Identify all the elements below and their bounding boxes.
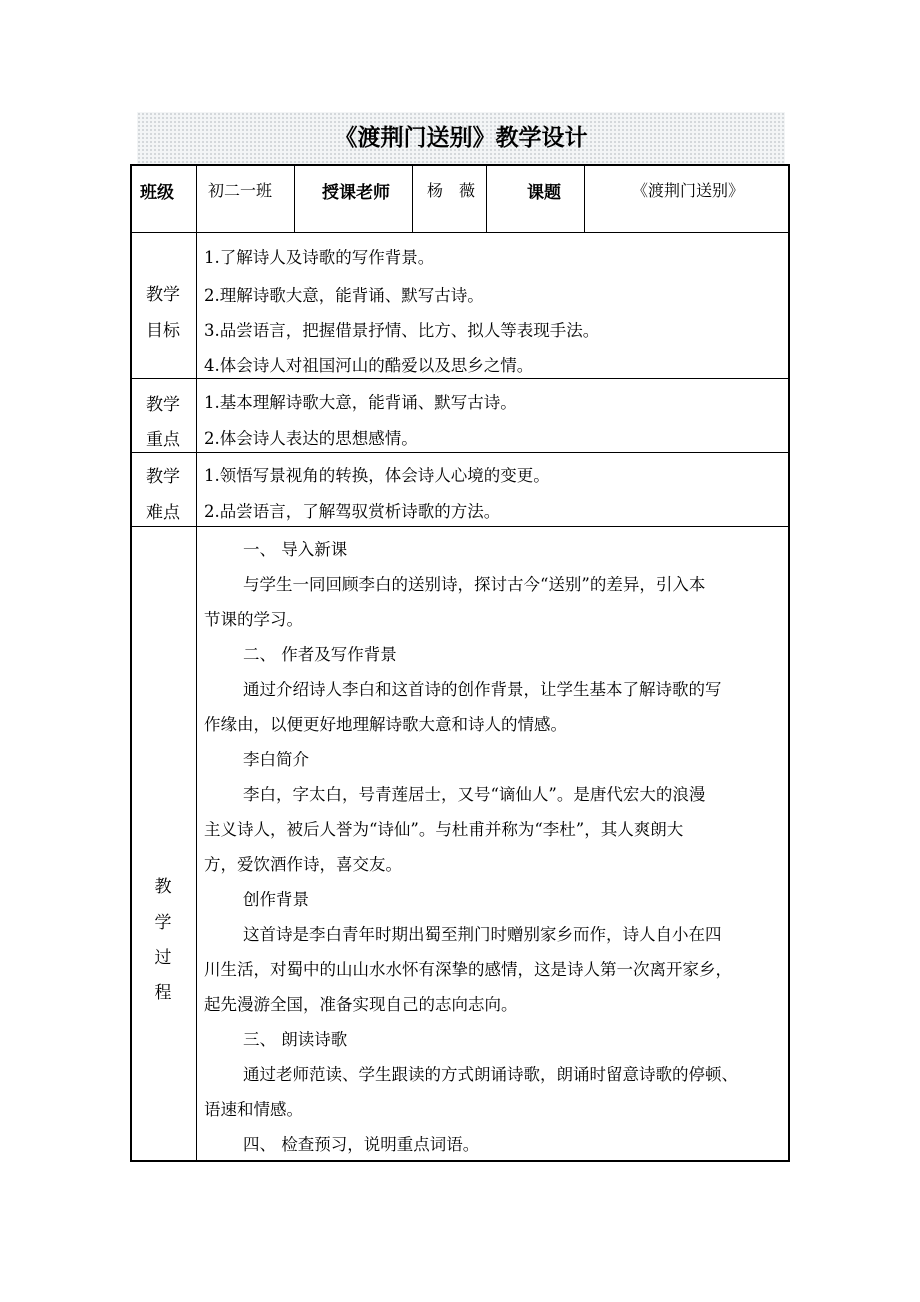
- teacher-label: 授课老师: [322, 183, 390, 203]
- section-heading: 三、 朗读诗歌: [243, 1030, 348, 1049]
- key-point-item: 2.体会诗人表达的思想感情。: [204, 429, 418, 448]
- class-value: 初二一班: [208, 181, 273, 200]
- column-divider: [294, 164, 295, 232]
- row-divider: [130, 526, 790, 527]
- process-paragraph-line: 与学生一同回顾李白的送别诗，探讨古今“送别”的差异，引入本: [243, 575, 706, 594]
- teacher-value: 杨 薇: [427, 181, 476, 200]
- section-heading: 一、 导入新课: [243, 540, 348, 559]
- process-paragraph-line: 作缘由，以便更好地理解诗歌大意和诗人的情感。: [204, 715, 567, 734]
- section-heading: 四、 检查预习，说明重点词语。: [243, 1135, 480, 1154]
- row-divider: [130, 378, 790, 379]
- column-divider: [486, 164, 487, 232]
- process-paragraph-line: 通过老师范读、学生跟读的方式朗诵诗歌，朗诵时留意诗歌的停顿、: [243, 1065, 738, 1084]
- row-divider: [130, 452, 790, 453]
- process-paragraph-line: 这首诗是李白青年时期出蜀至荆门时赠别家乡而作，诗人自小在四: [243, 925, 722, 944]
- process-paragraph-line: 起先漫游全国，准备实现自己的志向志向。: [204, 995, 518, 1014]
- objective-item: 1.了解诗人及诗歌的写作背景。: [204, 248, 435, 267]
- row-divider: [130, 232, 790, 233]
- process-paragraph-line: 川生活，对蜀中的山山水水怀有深挚的感情，这是诗人第一次离开家乡，: [204, 960, 732, 979]
- key-point-item: 1.基本理解诗歌大意，能背诵、默写古诗。: [204, 393, 517, 412]
- subsection-heading: 创作背景: [243, 890, 309, 909]
- process-label-char: 过: [154, 948, 172, 968]
- difficulty-item: 1.领悟写景视角的转换，体会诗人心境的变更。: [204, 466, 550, 485]
- objective-item: 3.品尝语言，把握借景抒情、比方、拟人等表现手法。: [204, 321, 600, 340]
- objective-item: 2.理解诗歌大意，能背诵、默写古诗。: [204, 286, 484, 305]
- topic-label: 课题: [527, 183, 561, 203]
- objectives-label-line2: 目标: [146, 321, 180, 341]
- class-label: 班级: [140, 183, 174, 203]
- document-title: 《渡荆门送别》教学设计: [334, 125, 588, 151]
- objectives-label-line1: 教学: [146, 285, 180, 305]
- subsection-heading: 李白简介: [243, 750, 309, 769]
- process-label-char: 程: [154, 983, 172, 1003]
- column-divider: [584, 164, 585, 232]
- process-label-char: 教: [154, 877, 172, 897]
- section-heading: 二、 作者及写作背景: [243, 645, 397, 664]
- process-paragraph-line: 李白，字太白，号青莲居士，又号“谪仙人”。是唐代宏大的浪漫: [243, 785, 706, 804]
- process-paragraph-line: 节课的学习。: [204, 610, 303, 629]
- column-divider: [412, 164, 413, 232]
- process-paragraph-line: 语速和情感。: [204, 1100, 303, 1119]
- objective-item: 4.体会诗人对祖国河山的酷爱以及思乡之情。: [204, 356, 534, 375]
- column-divider: [196, 164, 197, 1162]
- difficulties-label-line1: 教学: [146, 467, 180, 487]
- process-paragraph-line: 主义诗人，被后人誉为“诗仙”。与杜甫并称为“李杜”，其人爽朗大: [204, 820, 684, 839]
- difficulties-label-line2: 难点: [146, 503, 180, 523]
- key-points-label-line2: 重点: [146, 430, 180, 450]
- process-paragraph-line: 方，爱饮酒作诗，喜交友。: [204, 855, 402, 874]
- key-points-label-line1: 教学: [146, 395, 180, 415]
- process-label-char: 学: [154, 913, 172, 933]
- topic-value: 《渡荆门送别》: [632, 181, 745, 200]
- difficulty-item: 2.品尝语言，了解驾驭赏析诗歌的方法。: [204, 502, 501, 521]
- process-paragraph-line: 通过介绍诗人李白和这首诗的创作背景，让学生基本了解诗歌的写: [243, 680, 722, 699]
